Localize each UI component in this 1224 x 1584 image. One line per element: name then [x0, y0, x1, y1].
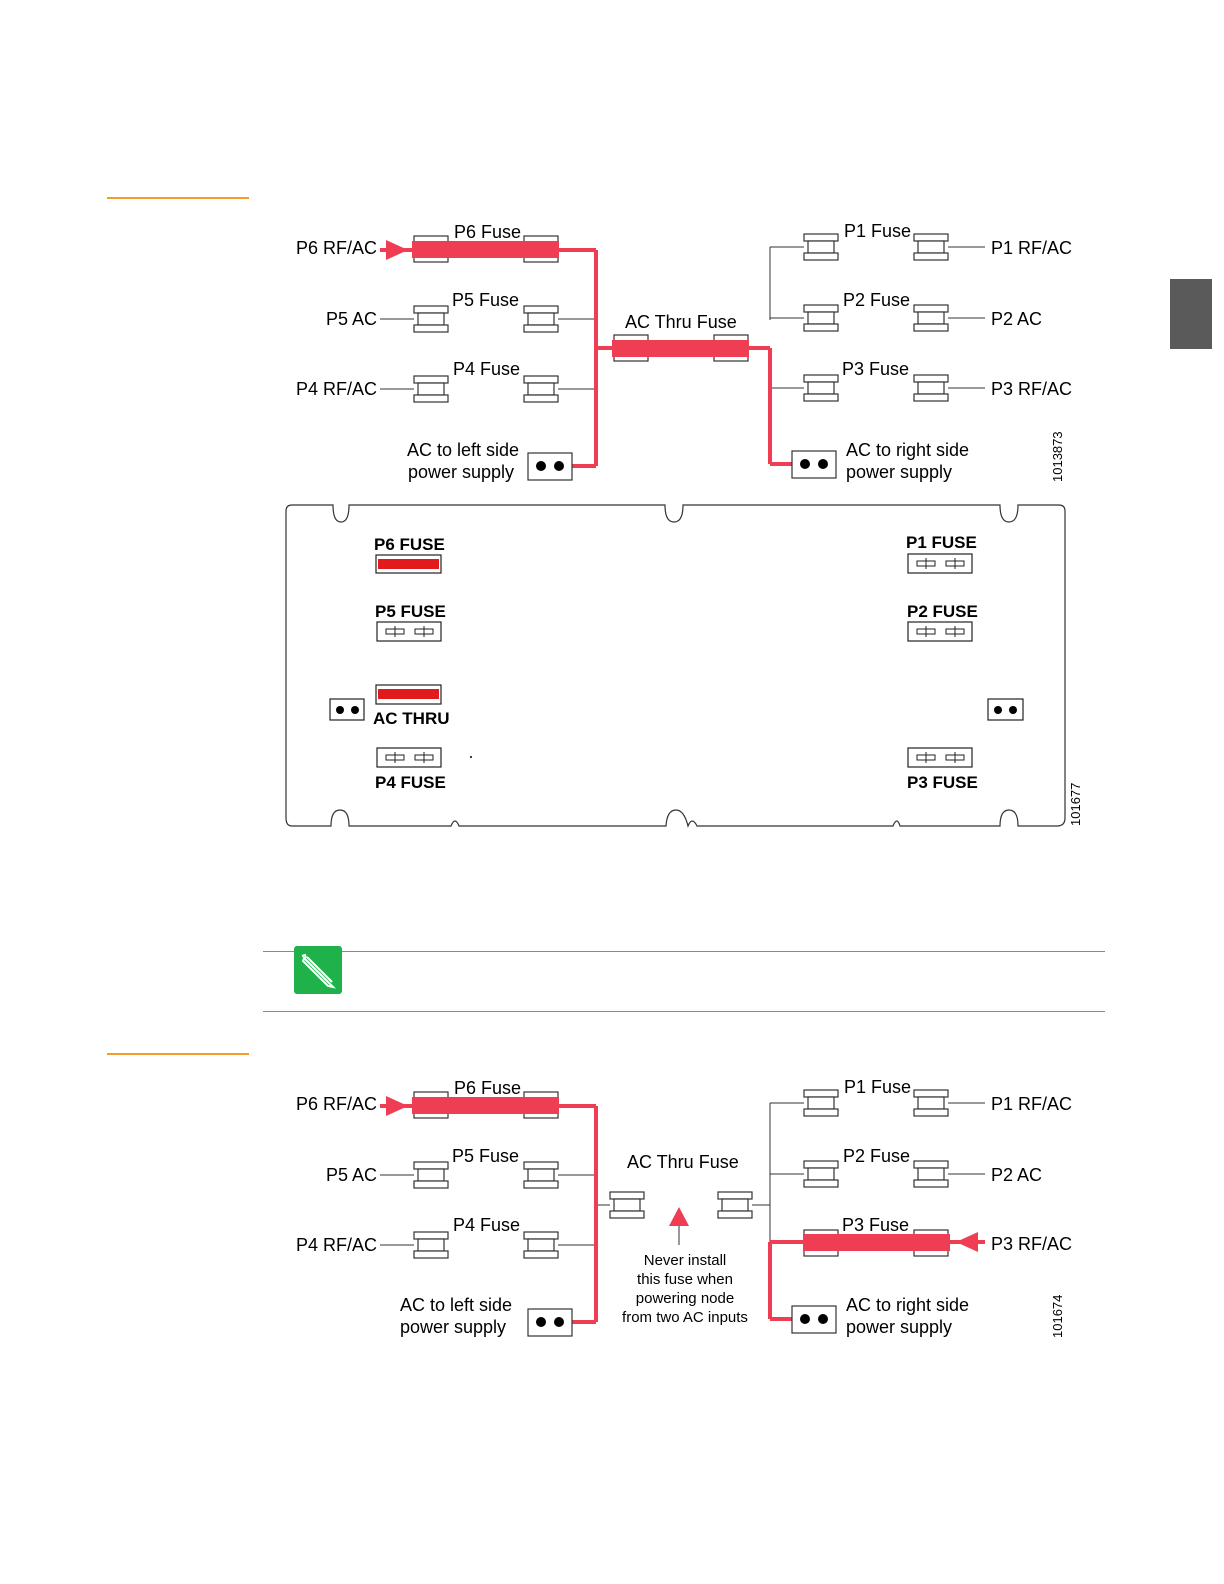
power-path-1 — [380, 241, 806, 466]
figure-id-1: 1013873 — [1050, 431, 1065, 482]
board-label-p6-fuse: P6 FUSE — [374, 535, 445, 554]
board-layout-diagram — [0, 500, 1224, 835]
board-label-p5-fuse: P5 FUSE — [375, 602, 446, 621]
section-rule-top — [107, 197, 249, 199]
label-p3-rfac: P3 RF/AC — [991, 1234, 1073, 1254]
label-p2-fuse: P2 Fuse — [843, 1146, 911, 1166]
warning-line-1: Never install — [643, 1252, 727, 1269]
label-left-supply-2: power supply — [400, 1317, 507, 1337]
label-left-supply-2: power supply — [408, 462, 515, 482]
figure-id-2: 101677 — [1068, 782, 1083, 826]
input-arrow-icon — [386, 240, 408, 260]
label-p1-rfac: P1 RF/AC — [991, 238, 1073, 258]
label-p1-fuse: P1 Fuse — [844, 221, 912, 241]
label-ac-thru-fuse: AC Thru Fuse — [627, 1152, 739, 1172]
note-rule-top — [263, 951, 1105, 952]
label-p6-fuse: P6 Fuse — [454, 222, 522, 242]
label-p4-rfac: P4 RF/AC — [296, 379, 378, 399]
label-p2-fuse: P2 Fuse — [843, 290, 911, 310]
warning-line-4: from two AC inputs — [622, 1309, 748, 1326]
label-p5-fuse: P5 Fuse — [452, 290, 520, 310]
board-label-p3-fuse: P3 FUSE — [907, 773, 978, 792]
warning-arrow-icon — [669, 1207, 689, 1226]
label-p5-fuse: P5 Fuse — [452, 1146, 520, 1166]
note-rule-bottom — [263, 1011, 1105, 1012]
label-p5-ac: P5 AC — [326, 1165, 378, 1185]
label-p4-rfac: P4 RF/AC — [296, 1235, 378, 1255]
section-rule-bottom — [107, 1053, 249, 1055]
label-left-supply-1: AC to left side — [407, 440, 520, 460]
pencil-note-icon — [294, 946, 342, 994]
label-p3-fuse: P3 Fuse — [842, 1215, 910, 1235]
input-arrow-icon — [956, 1232, 978, 1252]
label-right-supply-2: power supply — [846, 462, 953, 482]
label-p2-ac: P2 AC — [991, 309, 1043, 329]
figure-id-3: 101674 — [1050, 1294, 1065, 1338]
label-ac-thru-fuse: AC Thru Fuse — [625, 312, 737, 332]
power-path-2 — [380, 1097, 985, 1322]
board-label-p2-fuse: P2 FUSE — [907, 602, 978, 621]
board-label-p1-fuse: P1 FUSE — [906, 533, 977, 552]
label-p5-ac: P5 AC — [326, 309, 378, 329]
label-left-supply-1: AC to left side — [400, 1295, 513, 1315]
label-p4-fuse: P4 Fuse — [453, 1215, 521, 1235]
label-p3-fuse: P3 Fuse — [842, 359, 910, 379]
board-label-ac-thru: AC THRU — [373, 709, 450, 728]
label-p2-ac: P2 AC — [991, 1165, 1043, 1185]
fuse-diagram-1 — [0, 200, 1224, 500]
label-right-supply-1: AC to right side — [846, 440, 970, 460]
input-arrow-icon — [386, 1096, 408, 1116]
board-label-p4-fuse: P4 FUSE — [375, 773, 446, 792]
label-p1-rfac: P1 RF/AC — [991, 1094, 1073, 1114]
warning-line-3: powering node — [635, 1290, 735, 1307]
label-right-supply-1: AC to right side — [846, 1295, 970, 1315]
label-p6-rfac: P6 RF/AC — [296, 238, 378, 258]
label-p6-fuse: P6 Fuse — [454, 1078, 522, 1098]
label-p6-rfac: P6 RF/AC — [296, 1094, 378, 1114]
label-p1-fuse: P1 Fuse — [844, 1077, 912, 1097]
label-right-supply-2: power supply — [846, 1317, 953, 1337]
label-p3-rfac: P3 RF/AC — [991, 379, 1073, 399]
label-p4-fuse: P4 Fuse — [453, 359, 521, 379]
warning-line-2: this fuse when — [637, 1271, 733, 1288]
fuse-diagram-2 — [0, 1060, 1224, 1360]
